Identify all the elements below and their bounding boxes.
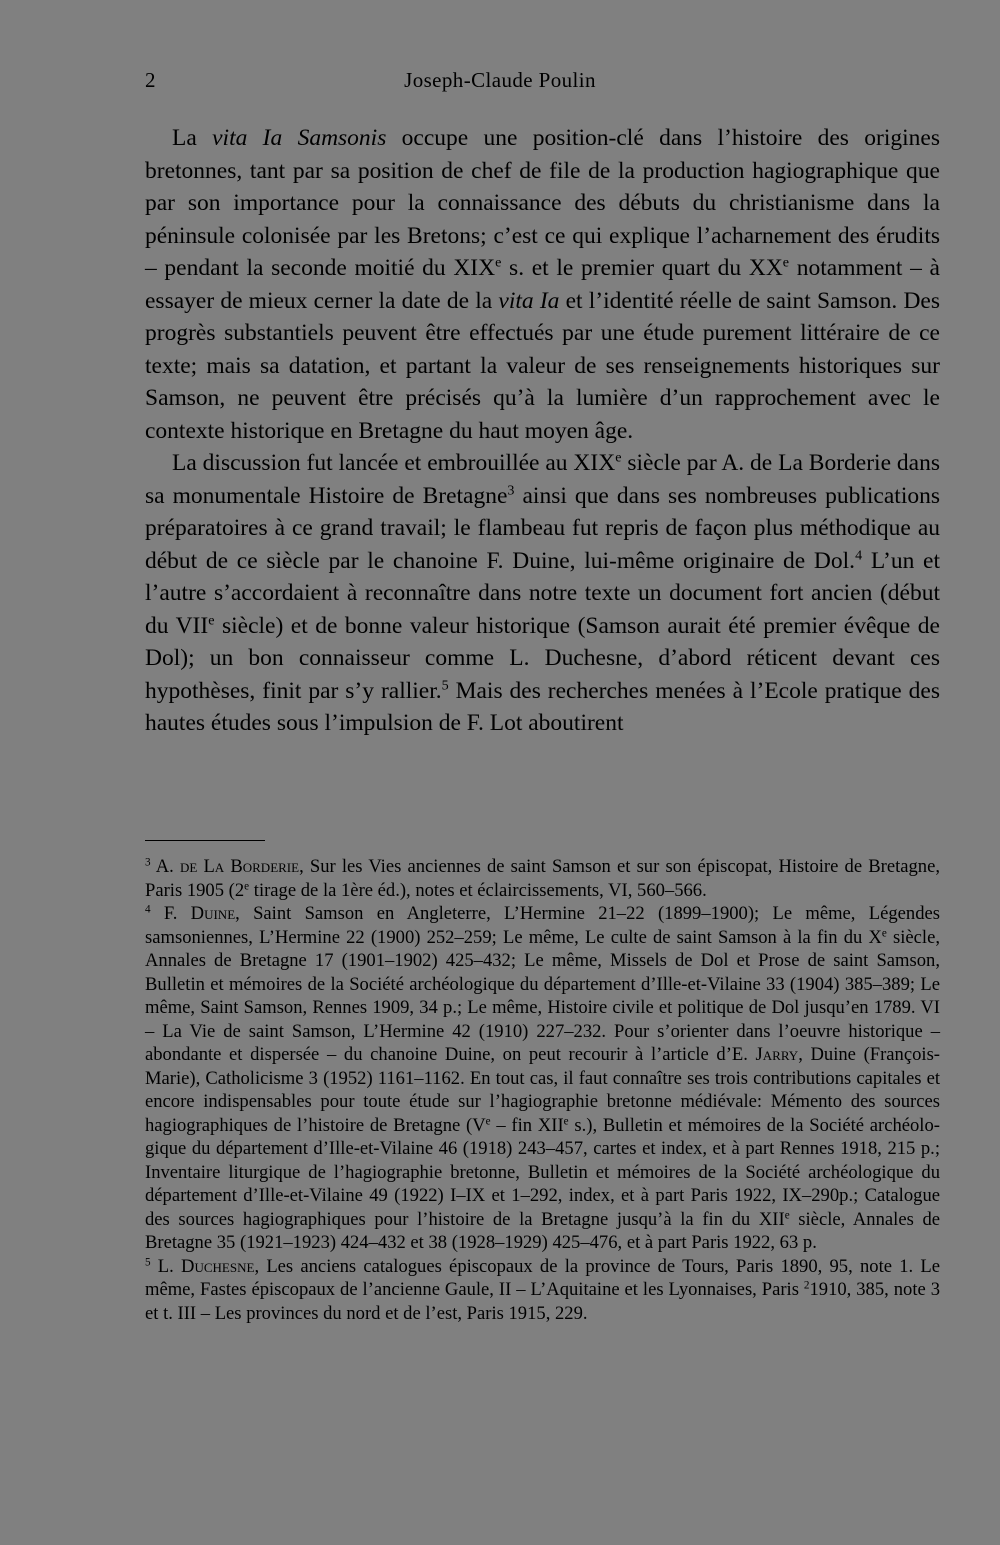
footnote-3: $^3$ A. de La Borderie, Sur les Vies anciennes de saint Samson et sur son épiscopat, Histoire de Bretagne, Paris 1905 (2e tirage de la 1ère éd.), notes et éclaircissements, VI, 560–566. xyxy=(145,856,941,901)
footnote-ref-4: 4 xyxy=(855,547,863,564)
body-text xyxy=(145,122,940,740)
footnote-4: $^4$ F. Duine, Saint Samson en Angleterre, L’Hermine 21–22 (1899–1900); Le même, Légendes samsoniennes, L’Hermine 22 (1900) 252–259; Le même, Le culte de saint Samson à la fin du Xe siècle, Annales de Bretagne 17 (1901–1902) 425–432; Le même, Missels de Dol et Prose de saint Samson, Bulletin et mémoires de la Société archéologique du département d’Ille-et-Vilaine 33 (1904) 385–389; Le même, Saint Samson, Rennes 1909, 34 p.; Le même, Histoire civile et politique de Dol jusqu’en 1789. VI – La Vie de saint Samson, L’Hermine 42 (1910) 227–232. Pour s’orienter dans l’oeuvre historique – abondante et dispersée – du chanoine Duine, on peut recourir à l’article d’E. Jarry, Duine (François-Marie), Catholicisme 3 (1952) 1161–1162. En tout cas, il faut connaître ses trois contributions capitales et encore indispensables pour toute étude sur l’hagiographie bretonne médiévale: Mémento des sources hagiographiques de l’histoire de Bretagne (Ve – fin XIIe s.), Bulletin et mémoires de la Société archéologique du département d’Ille-et-Vilaine 46 (1918) 243–457, cartes et index, et à part Rennes 1918, 215 p.; Inventaire liturgique de l’hagiographie bretonne, Bulletin et mémoires de la Société archéologique du département d’Ille-et-Vilaine 49 (1922) I–IX et 1–292, index, et à part Paris 1922, IX–290p.; Catalogue des sources hagiographiques pour l’histoire de la Bretagne jusqu’à la fin du XIIe siècle, Annales de Bretagne 35 (1921–1923) 424–432 et 38 (1928–1929) 425–476, et à part Paris 1922, 63 p. xyxy=(145,903,941,1253)
footnotes xyxy=(145,855,940,1325)
paragraph-2: La discussion fut lancée et embrouillée au XIXe siècle par A. de La Borderie dans sa monumentale Histoire de Bretagne$^3$ ainsi que dans ses nombreuses publications préparatoires à ce grand travail; le flambeau fut repris de façon plus méthodique au début de ce siècle par le chanoine F. Duine, lui-même originaire de Dol.$^4$ L’un et l’autre s’accordaient à reconnaître dans notre texte un document fort ancien (début du VIIe siècle) et de bonne valeur historique (Samson aurait été premier évêque de Dol); un bon connaisseur comme L. Duchesne, d’abord réticent devant ces hypothèses, finit par s’y rallier.$^5$ Mais des recherches menées à l’Ecole pratique des hautes études sous l’impulsion de F. Lot aboutirent xyxy=(145,449,941,736)
running-head: Joseph-Claude Poulin xyxy=(404,68,596,92)
footnote-separator xyxy=(145,840,265,841)
footnote-ref-5: 5 xyxy=(441,677,449,694)
footnote-ref-3: 3 xyxy=(507,482,515,499)
footnote-5: $^5$ L. Duchesne, Les anciens catalogues épiscopaux de la province de Tours, Paris 1890, 95, note 1. Le même, Fastes épiscopaux de l’ancienne Gaule, II – L’Aquitaine et les Lyonnaises, Paris $^2$1910, 385, note 3 et t. III – Les provinces du nord et de l’est, Paris 1915, 229. xyxy=(145,1255,940,1324)
paragraph-1: La vita Ia Samsonis occupe une position-clé dans l’histoire des origines bretonnes, tant par sa position de chef de file de la production hagiographique que par son importance pour la connaissance des débuts du christianisme dans la péninsule colonisée par les Bretons; c’est ce qui explique l’acharnement des érudits – pendant la seconde moitié du XIXe s. et le premier quart du XXe notamment – à essayer de mieux cerner la date de la vita Ia et l’identité réelle de saint Samson. Des progrès substantiels peuvent être effectués par une étude purement littéraire de ce texte; mais sa datation, et partant la valeur de ses renseignements historiques sur Samson, ne peuvent être précisés qu’à la lumière d’un rapprochement avec le contexte historique en Bretagne du haut moyen âge. xyxy=(145,125,940,444)
page-number: 2 xyxy=(145,68,156,92)
